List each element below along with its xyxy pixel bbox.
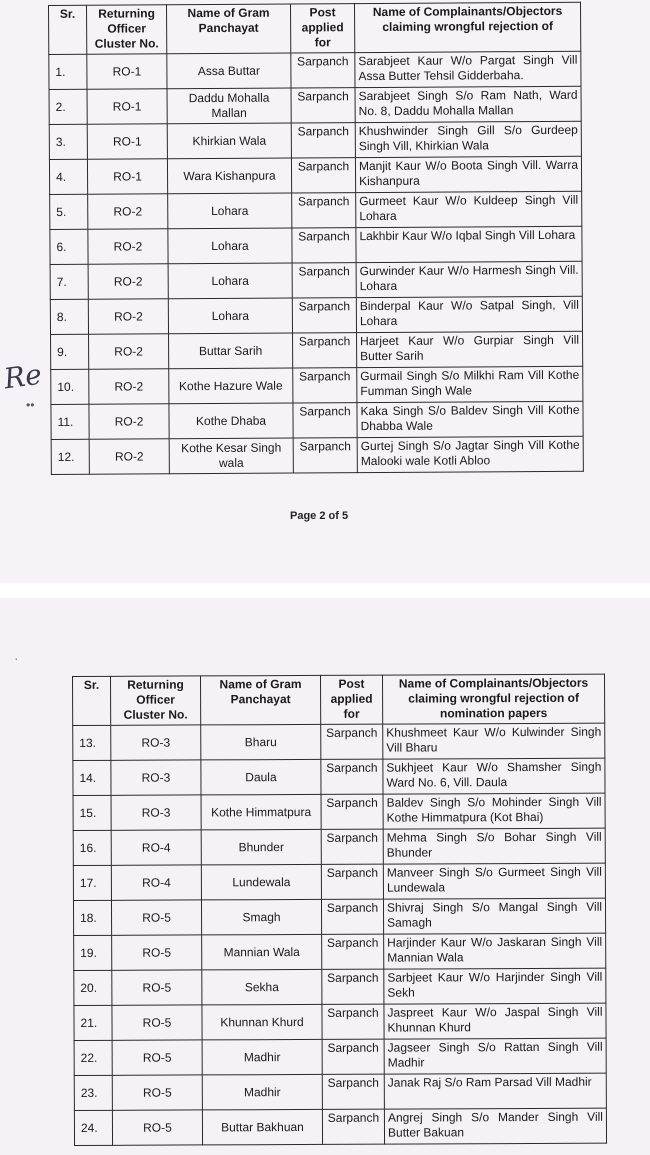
row-returning-officer: RO-2 <box>88 194 168 229</box>
table-row <box>51 436 583 474</box>
row-complainant-name: Harjinder Kaur W/o Jaskaran Singh Vill Mannian Wala <box>384 933 606 969</box>
row-returning-officer: RO-4 <box>111 830 201 865</box>
row-complainant-name: Mehma Singh S/o Bohar Singh Vill Bhunder <box>383 828 605 864</box>
row-returning-officer: RO-2 <box>89 334 169 369</box>
row-gram-panchayat: Lohara <box>168 298 292 334</box>
table-row <box>51 366 583 404</box>
table-row <box>51 331 583 369</box>
row-complainant-name: Sukhjeet Kaur W/o Shamsher Singh Ward No. 6, Vill. Daula <box>383 758 605 794</box>
row-post-applied: Sarpanch <box>293 438 357 473</box>
table-row <box>74 1038 606 1075</box>
row-serial-number: 16. <box>73 830 111 865</box>
row-post-applied: Sarpanch <box>321 864 383 899</box>
row-post-applied: Sarpanch <box>321 724 383 759</box>
row-post-applied: Sarpanch <box>292 263 356 298</box>
row-serial-number: 17. <box>73 865 111 900</box>
row-returning-officer: RO-3 <box>111 760 201 795</box>
row-post-applied: Sarpanch <box>322 934 384 969</box>
header-sr: Sr. <box>73 676 111 725</box>
table-row <box>49 156 581 194</box>
row-returning-officer: RO-5 <box>112 1075 202 1110</box>
handwritten-signature-mark: Re <box>1 357 44 396</box>
row-serial-number: 22. <box>74 1040 112 1075</box>
row-post-applied: Sarpanch <box>321 829 383 864</box>
table-row <box>73 758 605 795</box>
table-header-row <box>73 674 605 725</box>
row-returning-officer: RO-2 <box>89 404 169 439</box>
table-body-page-1 <box>49 51 584 474</box>
row-gram-panchayat: Kothe Kesar Singh wala <box>169 438 293 474</box>
row-complainant-name: Sarbjeet Kaur W/o Harjinder Singh Vill Sekh <box>384 968 606 1004</box>
row-returning-officer: RO-2 <box>89 439 169 474</box>
row-post-applied: Sarpanch <box>292 298 356 333</box>
table-row <box>49 86 581 124</box>
row-serial-number: 20. <box>74 970 112 1005</box>
row-gram-panchayat: Lohara <box>168 263 292 299</box>
row-serial-number: 23. <box>74 1075 112 1110</box>
row-gram-panchayat: Assa Buttar <box>167 53 291 89</box>
row-serial-number: 8. <box>50 299 88 334</box>
row-gram-panchayat: Smagh <box>201 899 321 935</box>
header-returning-officer: Returning Officer Cluster No. <box>111 676 201 725</box>
row-returning-officer: RO-1 <box>87 54 167 89</box>
row-gram-panchayat: Sekha <box>202 969 322 1005</box>
table-row <box>51 401 583 439</box>
row-serial-number: 19. <box>74 935 112 970</box>
row-complainant-name: Manjit Kaur W/o Boota Singh Vill. Warra Kishanpura <box>355 156 581 192</box>
header-post: Post applied for <box>290 4 354 53</box>
row-complainant-name: Angrej Singh S/o Mander Singh Vill Butter Bakuan <box>384 1108 606 1144</box>
row-serial-number: 2. <box>49 89 87 124</box>
row-post-applied: Sarpanch <box>322 1109 384 1144</box>
row-returning-officer: RO-2 <box>88 299 168 334</box>
row-serial-number: 1. <box>49 54 87 89</box>
row-returning-officer: RO-3 <box>111 795 201 830</box>
table-row <box>74 968 606 1005</box>
row-complainant-name: Sarabjeet Kaur W/o Pargat Singh Vill Assa Butter Tehsil Gidderbaha. <box>355 51 581 87</box>
row-post-applied: Sarpanch <box>322 1074 384 1109</box>
row-complainant-name: Gurwinder Kaur W/o Harmesh Singh Vill. Lohara <box>356 261 582 297</box>
row-post-applied: Sarpanch <box>322 1004 384 1039</box>
row-gram-panchayat: Bharu <box>201 724 321 760</box>
row-returning-officer: RO-2 <box>88 229 168 264</box>
table-row <box>50 296 582 334</box>
row-gram-panchayat: Kothe Himmatpura <box>201 794 321 830</box>
row-gram-panchayat: Khirkian Wala <box>167 123 291 159</box>
table-row <box>74 1003 606 1040</box>
row-serial-number: 12. <box>51 439 89 474</box>
row-serial-number: 6. <box>50 229 88 264</box>
row-serial-number: 24. <box>74 1110 112 1145</box>
row-serial-number: 21. <box>74 1005 112 1040</box>
row-post-applied: Sarpanch <box>322 969 384 1004</box>
row-complainant-name: Sarabjeet Singh S/o Ram Nath, Ward No. 8, Daddu Mohalla Mallan <box>355 86 581 122</box>
complaints-table-page-1 <box>48 2 584 475</box>
row-returning-officer: RO-1 <box>87 89 167 124</box>
header-post: Post applied for <box>320 675 382 724</box>
page-number-footer: Page 2 of 5 <box>290 510 349 522</box>
table-row <box>73 793 605 830</box>
row-complainant-name: Lakhbir Kaur W/o Iqbal Singh Vill Lohara <box>356 226 582 262</box>
table-row <box>74 1108 606 1145</box>
row-returning-officer: RO-5 <box>112 935 202 970</box>
table-row <box>50 226 582 264</box>
table-row <box>73 863 605 900</box>
row-returning-officer: RO-5 <box>112 970 202 1005</box>
row-serial-number: 4. <box>49 159 87 194</box>
row-returning-officer: RO-5 <box>112 1110 202 1145</box>
row-gram-panchayat: Lundewala <box>201 864 321 900</box>
row-serial-number: 13. <box>73 725 111 760</box>
row-post-applied: Sarpanch <box>322 1039 384 1074</box>
row-post-applied: Sarpanch <box>291 53 355 88</box>
row-returning-officer: RO-4 <box>111 865 201 900</box>
row-returning-officer: RO-1 <box>87 124 167 159</box>
header-complainant: Name of Complainants/Objectors claiming wrongful rejection of <box>354 2 580 52</box>
table-body-page-2 <box>73 723 607 1145</box>
row-complainant-name: Jaspreet Kaur W/o Jaspal Singh Vill Khunnan Khurd <box>384 1003 606 1039</box>
table-row <box>73 723 605 760</box>
row-returning-officer: RO-5 <box>112 1005 202 1040</box>
row-post-applied: Sarpanch <box>293 368 357 403</box>
row-post-applied: Sarpanch <box>321 759 383 794</box>
table-row <box>50 191 582 229</box>
row-serial-number: 9. <box>51 334 89 369</box>
header-gram-panchayat: Name of Gram Panchayat <box>167 4 291 54</box>
row-gram-panchayat: Kothe Dhaba <box>169 403 293 439</box>
row-complainant-name: Gurtej Singh S/o Jagtar Singh Vill Kothe Malooki wale Kotli Abloo <box>357 436 583 472</box>
header-returning-officer: Returning Officer Cluster No. <box>87 5 167 54</box>
row-post-applied: Sarpanch <box>291 158 355 193</box>
complaints-table-page-2 <box>72 674 607 1146</box>
row-returning-officer: RO-1 <box>87 159 167 194</box>
row-gram-panchayat: Khunnan Khurd <box>202 1004 322 1040</box>
handwritten-dots: •• <box>26 398 35 412</box>
row-complainant-name: Shivraj Singh S/o Mangal Singh Vill Samagh <box>383 898 605 934</box>
row-serial-number: 7. <box>50 264 88 299</box>
scan-speck: · <box>14 650 19 666</box>
row-complainant-name: Jagseer Singh S/o Rattan Singh Vill Madhir <box>384 1038 606 1074</box>
row-gram-panchayat: Lohara <box>168 228 292 264</box>
row-returning-officer: RO-5 <box>111 900 201 935</box>
row-post-applied: Sarpanch <box>321 899 383 934</box>
row-post-applied: Sarpanch <box>293 403 357 438</box>
row-returning-officer: RO-2 <box>89 369 169 404</box>
table-header-row <box>49 2 581 54</box>
row-gram-panchayat: Lohara <box>168 193 292 229</box>
row-complainant-name: Khushwinder Singh Gill S/o Gurdeep Singh Vill, Khirkian Wala <box>355 121 581 157</box>
row-complainant-name: Khushmeet Kaur W/o Kulwinder Singh Vill Bharu <box>383 723 605 759</box>
row-post-applied: Sarpanch <box>321 794 383 829</box>
row-serial-number: 15. <box>73 795 111 830</box>
row-gram-panchayat: Daddu Mohalla Mallan <box>167 88 291 124</box>
row-returning-officer: RO-5 <box>112 1040 202 1075</box>
header-complainant: Name of Complainants/Objectors claiming wrongful rejection of nomination papers <box>382 674 604 724</box>
table-row <box>73 898 605 935</box>
row-serial-number: 14. <box>73 760 111 795</box>
table-row <box>74 1073 606 1110</box>
row-serial-number: 3. <box>49 124 87 159</box>
row-post-applied: Sarpanch <box>293 333 357 368</box>
row-gram-panchayat: Buttar Bakhuan <box>202 1109 322 1145</box>
row-complainant-name: Baldev Singh S/o Mohinder Singh Vill Kothe Himmatpura (Kot Bhai) <box>383 793 605 829</box>
table-row <box>49 51 581 89</box>
row-complainant-name: Kaka Singh S/o Baldev Singh Vill Kothe Dhabba Wale <box>357 401 583 437</box>
row-complainant-name: Binderpal Kaur W/o Satpal Singh, Vill Lohara <box>356 296 582 332</box>
row-serial-number: 11. <box>51 404 89 439</box>
row-gram-panchayat: Buttar Sarih <box>169 333 293 369</box>
row-gram-panchayat: Mannian Wala <box>202 934 322 970</box>
row-complainant-name: Janak Raj S/o Ram Parsad Vill Madhir <box>384 1073 606 1109</box>
row-returning-officer: RO-3 <box>111 725 201 760</box>
row-post-applied: Sarpanch <box>291 88 355 123</box>
table-row <box>49 121 581 159</box>
row-post-applied: Sarpanch <box>292 228 356 263</box>
header-gram-panchayat: Name of Gram Panchayat <box>201 675 321 725</box>
row-serial-number: 5. <box>50 194 88 229</box>
row-gram-panchayat: Madhir <box>202 1039 322 1075</box>
row-serial-number: 10. <box>51 369 89 404</box>
table-row <box>73 828 605 865</box>
row-gram-panchayat: Kothe Hazure Wale <box>169 368 293 404</box>
row-gram-panchayat: Daula <box>201 759 321 795</box>
row-post-applied: Sarpanch <box>292 193 356 228</box>
row-post-applied: Sarpanch <box>291 123 355 158</box>
row-complainant-name: Gurmail Singh S/o Milkhi Ram Vill Kothe Fumman Singh Wale <box>357 366 583 402</box>
header-sr: Sr. <box>49 5 87 54</box>
row-complainant-name: Gurmeet Kaur W/o Kuldeep Singh Vill Lohara <box>356 191 582 227</box>
page-gap <box>0 583 650 598</box>
row-gram-panchayat: Madhir <box>202 1074 322 1110</box>
table-row <box>50 261 582 299</box>
row-serial-number: 18. <box>73 900 111 935</box>
row-returning-officer: RO-2 <box>88 264 168 299</box>
table-row <box>74 933 606 970</box>
row-complainant-name: Harjeet Kaur W/o Gurpiar Singh Vill Butter Sarih <box>357 331 583 367</box>
row-complainant-name: Manveer Singh S/o Gurmeet Singh Vill Lundewala <box>383 863 605 899</box>
row-gram-panchayat: Bhunder <box>201 829 321 865</box>
row-gram-panchayat: Wara Kishanpura <box>167 158 291 194</box>
